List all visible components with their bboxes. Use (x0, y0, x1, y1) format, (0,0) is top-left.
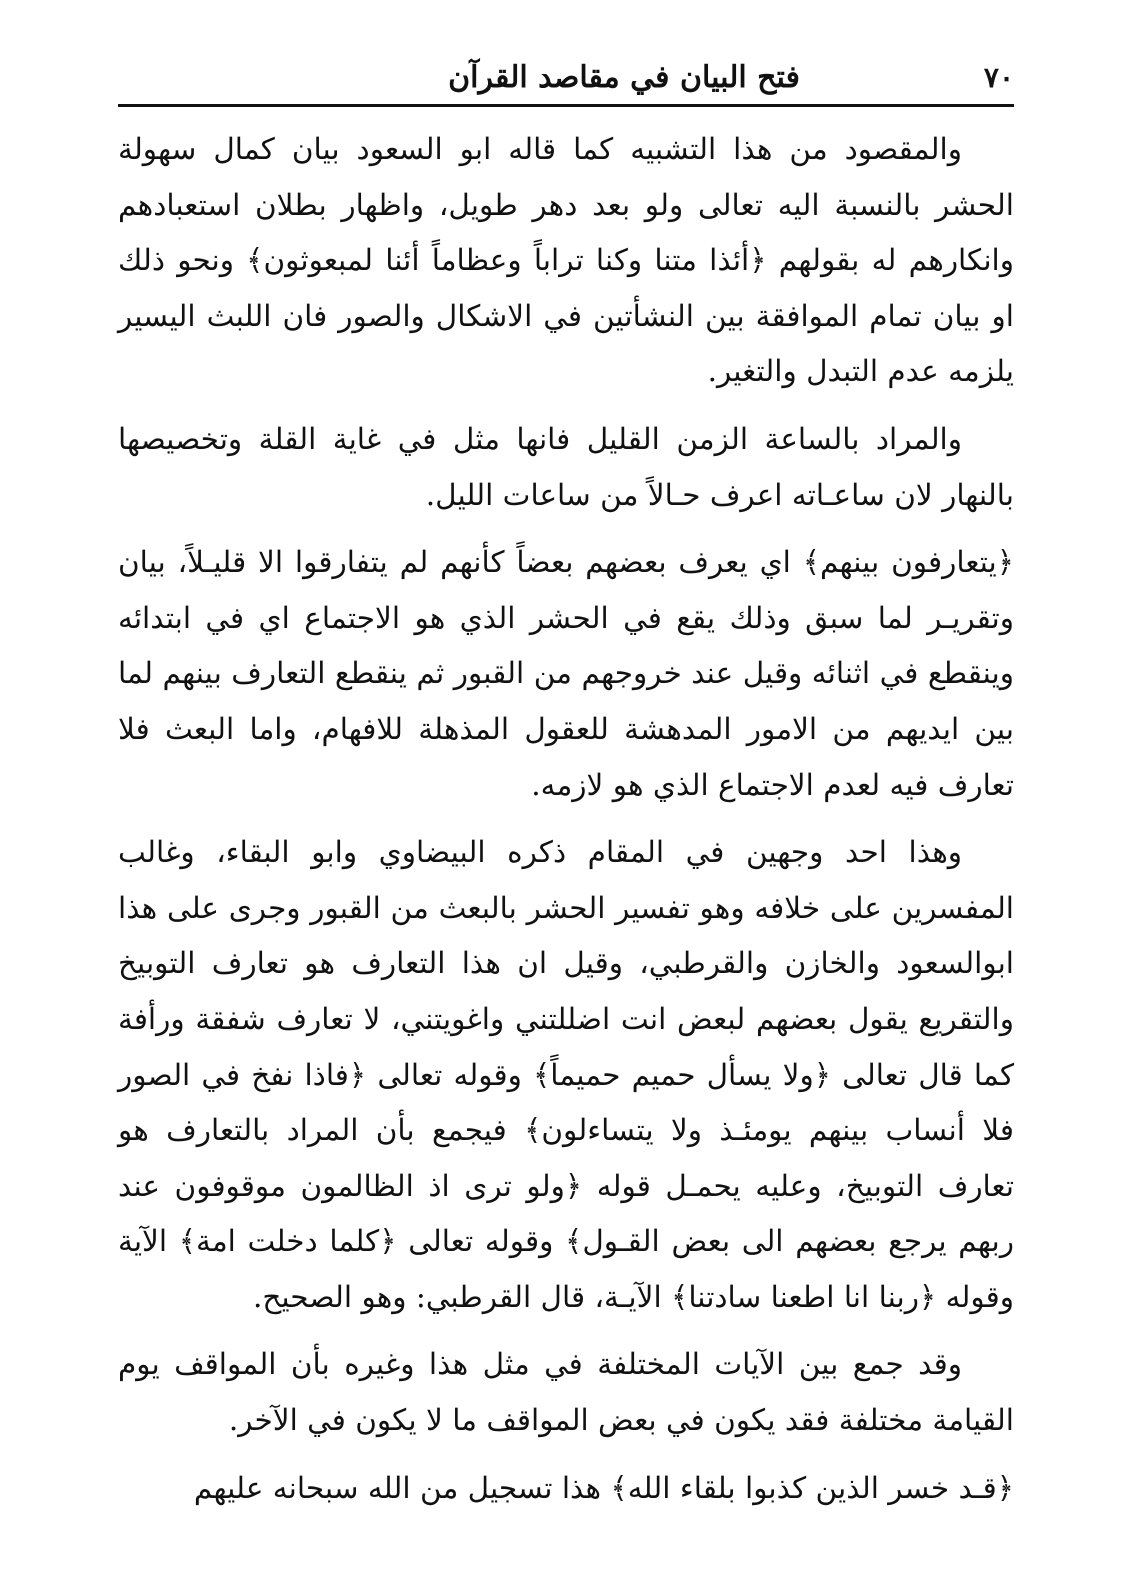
paragraph-4: وهذا احد وجهين في المقام ذكره البيضاوي وابو البقاء، وغالب المفسرين على خلافه وهو تفسير الحشر بالبعث من القبور وجرى على هذا ابوالسعود والخازن والقرطبي، وقيل ان هذا التعارف هو تعارف التوبيخ والتقريع يقول بعضهم لبعض انت اضللتني واغويتني، لا تعارف شفقة ورأفة كما قال تعالى ﴿ولا يسأل حميم حميماً﴾ وقوله تعالى ﴿فاذا نفخ في الصور فلا أنساب بينهم يومئـذ ولا يتساءلون﴾ فيجمع بأن المراد بالتعارف هو تعارف التوبيخ، وعليه يحمـل قوله ﴿ولو ترى اذ الظالمون موقوفون عند ربهم يرجع بعضهم الى بعض القـول﴾ وقوله تعالى ﴿كلما دخلت امة﴾ الآية وقوله ﴿ربنا انا اطعنا سادتنا﴾ الآيـة، قال القرطبي: وهو الصحيح. (118, 835, 1014, 1314)
paragraph-5: وقد جمع بين الآيات المختلفة في مثل هذا وغيره بأن المواقف يوم القيامة مختلفة فقد يكون في بعض المواقف ما لا يكون في الآخر. (118, 1347, 1014, 1438)
paragraph-2: والمراد بالساعة الزمن القليل فانها مثل في غاية القلة وتخصيصها بالنهار لان ساعـاته اعرف حـالاً من ساعات الليل. (118, 421, 1014, 512)
paragraph-3: ﴿يتعارفون بينهم﴾ اي يعرف بعضهم بعضاً كأنهم لم يتفارقوا الا قليـلاً، بيان وتقريـر لما سبق وذلك يقع في الحشر الذي هو الاجتماع اي في ابتدائه وينقطع في اثنائه وقيل عند خروجهم من القبور ثم ينقطع التعارف بينهم لما بين ايديهم من الامور المدهشة للعقول المذهلة للافهام، واما البعث فلا تعارف فيه لعدم الاجتماع الذي هو لازمه. (118, 545, 1014, 802)
body-text (118, 122, 1014, 1528)
page-number: ٧٠ (983, 61, 1014, 94)
header-rule (118, 104, 1014, 107)
paragraph-1: والمقصود من هذا التشبيه كما قاله ابو السعود بيان كمال سهولة الحشر بالنسبة اليه تعالى ولو بعد دهر طويل، واظهار بطلان استعبادهم وانكارهم له بقولهم ﴿أئذا متنا وكنا تراباً وعظاماً أئنا لمبعوثون﴾ ونحو ذلك او بيان تمام الموافقة بين النشأتين في الاشكال والصور فان اللبث اليسير يلزمه عدم التبدل والتغير. (118, 132, 1014, 389)
page-header (118, 58, 1014, 104)
paragraph-6: ﴿قـد خسر الذين كذبوا بلقاء الله﴾ هذا تسجيل من الله سبحانه عليهم (193, 1470, 1014, 1505)
running-title: فتح البيان في مقاصد القرآن (448, 60, 800, 95)
